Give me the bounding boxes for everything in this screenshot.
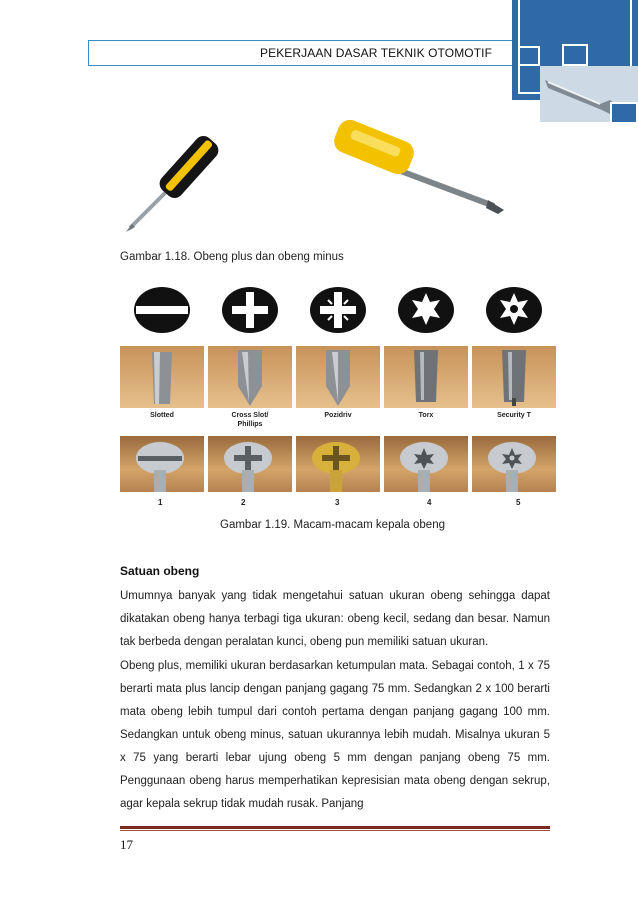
head-type-slotted bbox=[120, 276, 204, 492]
head-number-1: 1 bbox=[158, 498, 163, 507]
head-type-torx bbox=[384, 276, 468, 492]
header-title: PEKERJAAN DASAR TEKNIK OTOMOTIF bbox=[260, 46, 493, 60]
paragraph-2: Obeng plus, memiliki ukuran berdasarkan ketumpulan mata. Sebagai contoh, 1 x 75 berarti mata plus lancip dengan panjang gagang 75 mm. Sedangkan 2 x 100 berarti mata obeng lebih tumpul dari contoh pertama dengan panjang gagang 100 mm. Sedangkan untuk obeng minus, satuan ukurannya lebih mudah. Misalnya ukuran 5 x 75 yang berarti lebar ujung obeng 5 mm dengan panjang obeng 75 mm. Penggunaan obeng harus memperhatikan kepresisian mata obeng dengan sekrup, agar kepala sekrup tidak mudah rusak. Panjang bbox=[120, 660, 550, 810]
torx-head-icon bbox=[384, 276, 468, 344]
head-number-2: 2 bbox=[241, 498, 246, 507]
torx-bit-photo bbox=[384, 346, 468, 408]
slotted-screwdriver-photo bbox=[328, 120, 510, 218]
pozidriv-head-icon bbox=[296, 276, 380, 344]
paragraph-1: Umumnya banyak yang tidak mengetahui satuan ukuran obeng sehingga dapat dikatakan obeng hanya terbagi tiga ukuran: obeng kecil, sedang dan besar. Namun tak berbeda dengan peralatan kunci, obeng pun memiliki satuan ukuran. bbox=[120, 590, 550, 648]
pozidriv-screw-photo bbox=[296, 436, 380, 492]
head-number-4: 4 bbox=[427, 498, 432, 507]
pozidriv-label: Pozidriv bbox=[296, 408, 380, 436]
head-type-security-torx bbox=[472, 276, 556, 492]
phillips-label: Cross Slot/ Phillips bbox=[208, 408, 292, 436]
head-type-phillips bbox=[208, 276, 292, 492]
slotted-label: Slotted bbox=[120, 408, 204, 436]
footer-rule-thin bbox=[120, 830, 550, 831]
head-type-pozidriv bbox=[296, 276, 380, 492]
phillips-screwdriver-photo bbox=[120, 120, 240, 236]
security-torx-label: Security T bbox=[472, 408, 556, 436]
footer-rule bbox=[120, 826, 550, 829]
phillips-screw-photo bbox=[208, 436, 292, 492]
figure-118-caption: Gambar 1.18. Obeng plus dan obeng minus bbox=[120, 251, 344, 263]
head-number-3: 3 bbox=[335, 498, 340, 507]
pozidriv-bit-photo bbox=[296, 346, 380, 408]
security-torx-head-icon bbox=[472, 276, 556, 344]
corner-square-3 bbox=[610, 102, 638, 124]
phillips-head-icon bbox=[208, 276, 292, 344]
phillips-bit-photo bbox=[208, 346, 292, 408]
page-number: 17 bbox=[120, 837, 133, 852]
torx-label: Torx bbox=[384, 408, 468, 436]
slotted-head-icon bbox=[120, 276, 204, 344]
slotted-screw-photo bbox=[120, 436, 204, 492]
section-title: Satuan obeng bbox=[120, 564, 200, 578]
corner-square-2 bbox=[562, 44, 588, 66]
torx-screw-photo bbox=[384, 436, 468, 492]
figure-119-caption: Gambar 1.19. Macam-macam kepala obeng bbox=[220, 519, 445, 531]
security-torx-screw-photo bbox=[472, 436, 556, 492]
security-torx-bit-photo bbox=[472, 346, 556, 408]
head-number-5: 5 bbox=[516, 498, 521, 507]
slotted-bit-photo bbox=[120, 346, 204, 408]
corner-square-1 bbox=[518, 46, 540, 66]
screw-head-types-figure bbox=[112, 276, 562, 516]
